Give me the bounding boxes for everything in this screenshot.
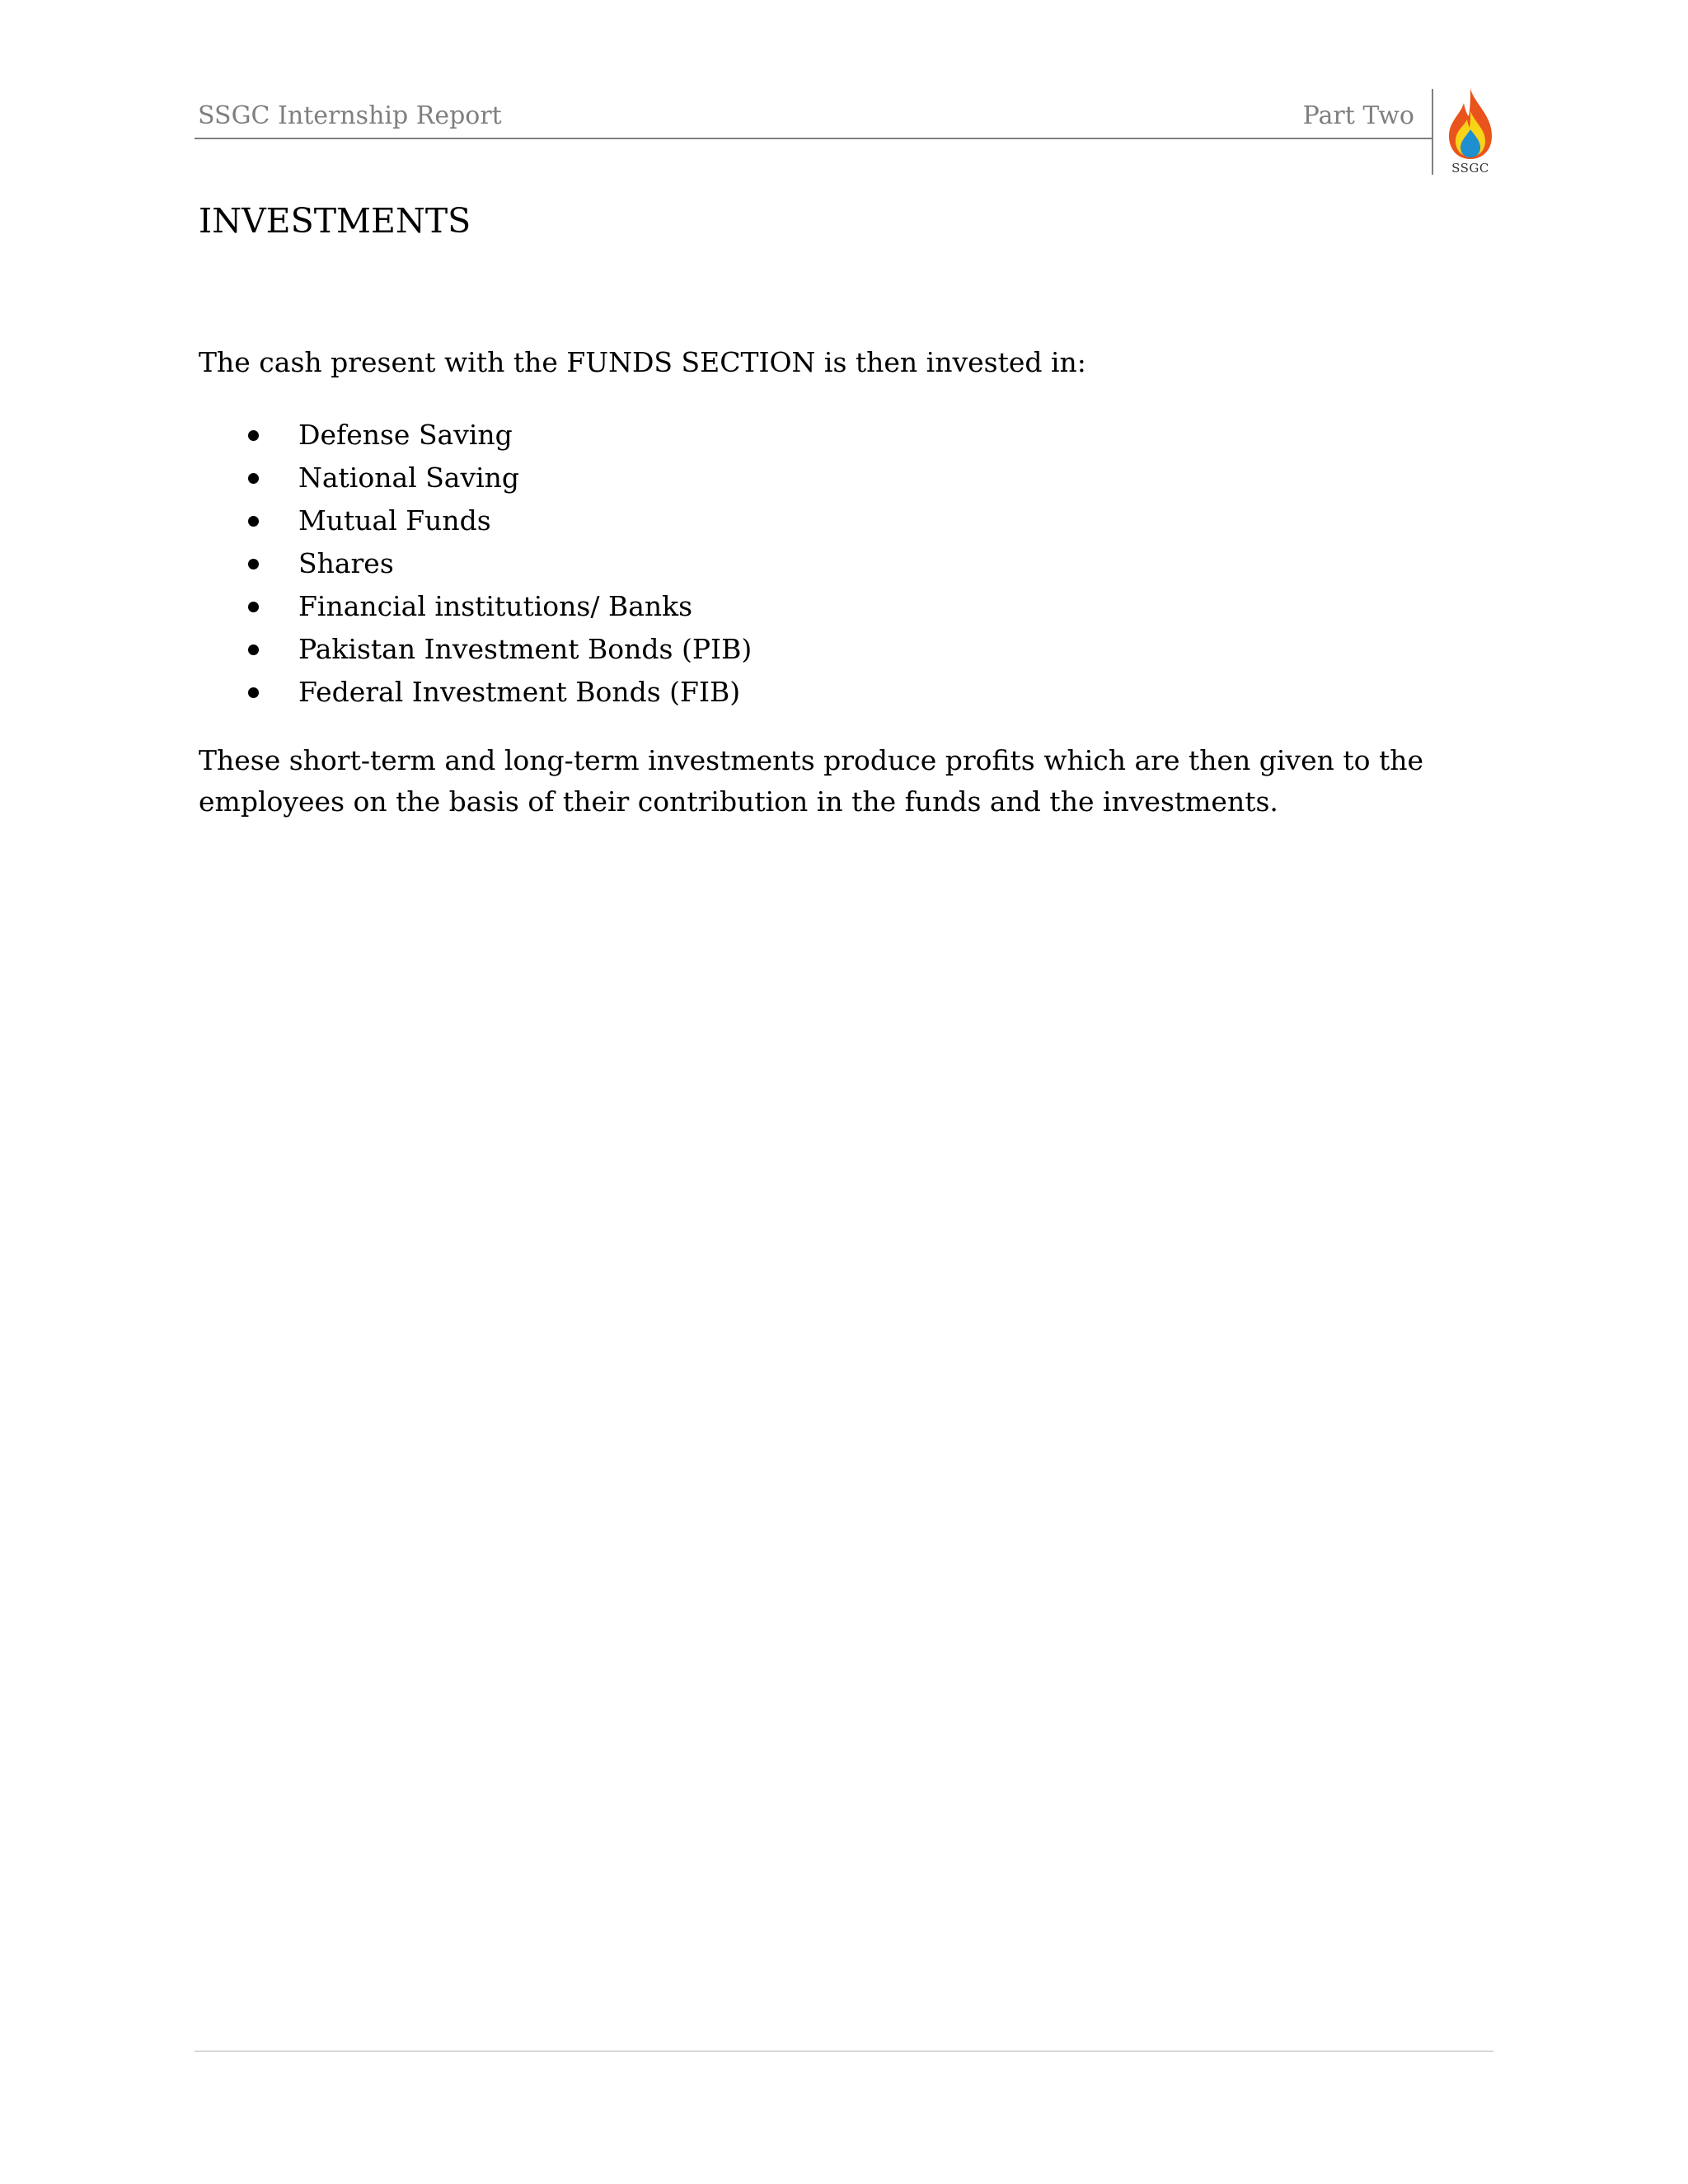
header-divider: [195, 138, 1432, 139]
footer-divider: [195, 2050, 1493, 2052]
list-item-text: Federal Investment Bonds (FIB): [298, 676, 741, 708]
header-part-label: Part Two: [1302, 101, 1414, 130]
intro-paragraph: The cash present with the FUNDS SECTION is then invested in:: [199, 346, 1086, 378]
bullet-icon: [248, 473, 259, 484]
flame-logo-icon: [1442, 87, 1498, 162]
bullet-icon: [248, 644, 259, 655]
list-item-text: Financial institutions/ Banks: [298, 590, 693, 622]
bullet-icon: [248, 430, 259, 441]
logo-label: SSGC: [1451, 161, 1489, 176]
list-item-text: Mutual Funds: [298, 504, 491, 537]
list-item-text: Shares: [298, 547, 394, 579]
bullet-icon: [248, 516, 259, 527]
list-item-text: National Saving: [298, 462, 520, 494]
bullet-icon: [248, 687, 259, 698]
list-item-text: Defense Saving: [298, 419, 513, 451]
header-report-title: SSGC Internship Report: [198, 101, 502, 130]
page-header: [198, 95, 1426, 141]
section-title: INVESTMENTS: [199, 201, 471, 241]
header-vertical-divider: [1432, 89, 1433, 175]
list-item-text: Pakistan Investment Bonds (PIB): [298, 633, 753, 665]
closing-paragraph: These short-term and long-term investments produce profits which are then given to the employees on the basis of their contribution in the funds and the investments.: [199, 744, 1424, 818]
bullet-icon: [248, 602, 259, 612]
bullet-icon: [248, 559, 259, 569]
ssgc-logo: [1442, 87, 1498, 177]
